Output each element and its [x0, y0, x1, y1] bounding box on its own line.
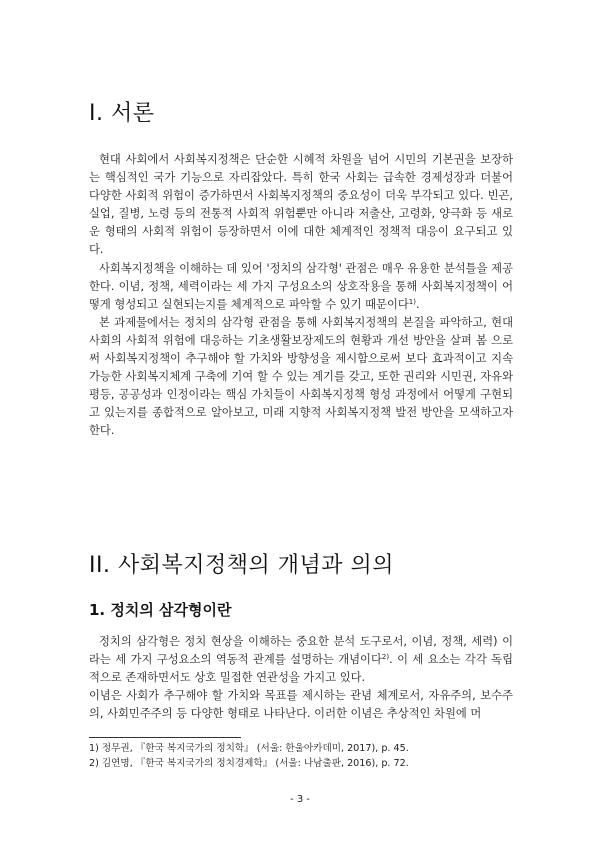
paragraph-text: 사회복지정책을 이해하는 데 있어 '정치의 삼각형' 관점은 매우 유용한 분석틀을 제공한다. 이념, 정책, 세력이라는 세 가지 구성요소의 상호작용을 통해 사회복지정책이 어떻게 형성되고 실현되는지를 체계적으로 파악할 수 있기 때문이다 [89, 261, 513, 311]
intro-paragraph-3 [89, 314, 513, 441]
footnote-divider [89, 737, 241, 738]
concept-paragraph-1 [89, 633, 513, 687]
footnote-1: 1) 정무권, 『한국 복지국가의 정치학』 (서울: 한울아카데미, 2017), p. 45. [89, 743, 409, 754]
subsection-heading: 1. 정치의 삼각형이란 [89, 601, 232, 619]
paragraph-text: 본 과제물에서는 정치의 삼각형 관점을 통해 사회복지정책의 본질을 파악하고, 현대 사회의 사회적 위험에 대응하는 기초생활보장제도의 현황과 개선 방안을 살펴 봄 으로써 사회복지정책이 추구해야 할 가치와 방향성을 제시함으로써 보다 효과적이고 지속가능한 사회복지체계 구축에 기여 할 수 있는 계기를 갖고, 또한 권리와 시민권, 자유와 평등, 공공성과 인정이라는 핵심 가치들이 사회복지정책 형성 과정에서 어떻게 구현되고 있는지를 종합적으로 알아보고, 미래 지향적 사회복지정책 발전 방안을 모색하고자 한다. [89, 315, 513, 438]
intro-body [89, 151, 513, 441]
concept-paragraph-2 [89, 687, 513, 723]
footnote-2: 2) 김연명, 『한국 복지국가의 정치경제학』 (서울: 나남출판, 2016), p. 72. [89, 758, 409, 769]
section-heading-intro: I. 서론 [89, 101, 155, 126]
paragraph-text: 이념은 사회가 추구해야 할 가치와 목표를 제시하는 관념 체계로서, 자유주의, 보수주의, 사회민주주의 등 다양한 형태로 나타난다. 이러한 이념은 추상적인 차원에 머 [89, 689, 513, 721]
intro-paragraph-2 [89, 260, 513, 314]
concept-body [89, 633, 513, 723]
intro-paragraph-1 [89, 151, 513, 260]
paragraph-text-tail: . [415, 297, 420, 311]
paragraph-text-tail: . 이 세 요소는 각각 독립적으로 존재하면서도 상호 밀접한 연관성을 가지고 있다. [89, 653, 514, 685]
footnote-ref-2: 2) [381, 653, 390, 662]
page-number: - 3 - [290, 794, 310, 805]
footnotes [89, 741, 519, 771]
footnote-ref-1: 1) [408, 297, 416, 306]
paragraph-text: 현대 사회에서 사회복지정책은 단순한 시혜적 차원을 넘어 시민의 기본권을 보장하는 핵심적인 국가 기능으로 자리잡았다. 특히 한국 사회는 급속한 경제성장과 더불어 다양한 사회적 위험이 증가하면서 사회복지정책의 중요성이 더욱 부각되고 있다. 빈곤, 실업, 질병, 노령 등의 전통적 사회적 위험뿐만 아니라 저출산, 고령화, 양극화 등 새로운 형태의 사회적 위험이 등장하면서 이에 대한 체계적인 정책적 대응이 요구되고 있다. [89, 153, 513, 257]
section-heading-concept: II. 사회복지정책의 개념과 의의 [89, 553, 394, 578]
paragraph-text: 정치의 삼각형은 정치 현상을 이해하는 중요한 분석 도구로서, 이념, 정책, 세력) 이라는 세 가지 구성요소의 역동적 관계를 설명하는 개념이다 [89, 635, 513, 667]
